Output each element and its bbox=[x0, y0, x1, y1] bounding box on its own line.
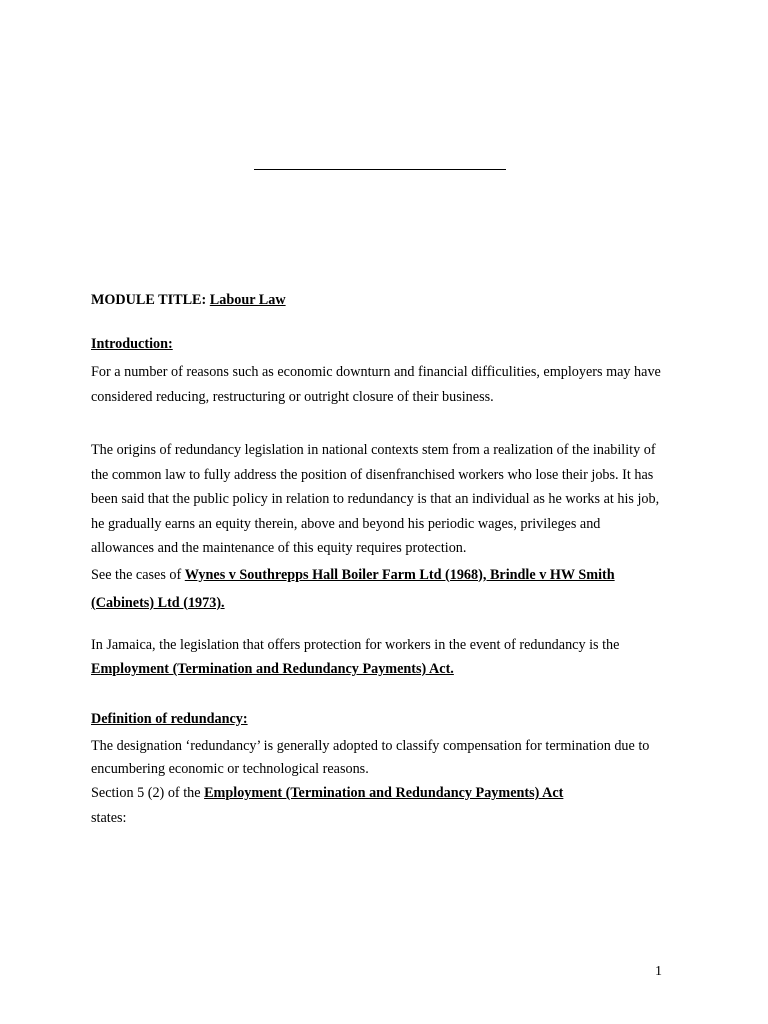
introduction-heading: Introduction: bbox=[91, 335, 173, 352]
title-rule bbox=[254, 169, 506, 170]
section-paragraph bbox=[91, 781, 661, 830]
origins-paragraph: The origins of redundancy legislation in national contexts stem from a realization of the inability of the common law to fully address the position of disenfranchised workers who lose their jobs. It has been said that the public policy in relation to redundancy is that an individual as he works at his job, he gradually earns an equity therein, above and beyond his periodic wages, privileges and allowances and the maintenance of this equity requires protection. bbox=[91, 442, 660, 556]
module-title-value: Labour Law bbox=[209, 292, 286, 308]
module-title-line bbox=[91, 288, 661, 313]
jamaica-act: Employment (Termination and Redundancy Payments) Act. bbox=[91, 661, 454, 677]
document-body bbox=[91, 288, 661, 830]
page-number: 1 bbox=[655, 964, 662, 979]
definition-paragraph: The designation ‘redundancy’ is generally adopted to classify compensation for termination due to encumbering economic or technological reasons. bbox=[91, 738, 650, 777]
jamaica-paragraph bbox=[91, 633, 661, 682]
cases-prefix: See the cases of bbox=[91, 566, 185, 583]
cases-paragraph bbox=[91, 561, 661, 617]
definition-heading: Definition of redundancy: bbox=[91, 710, 248, 727]
cases-citations: Wynes v Southrepps Hall Boiler Farm Ltd (1968), Brindle v HW Smith (Cabinets) Ltd (1973). bbox=[91, 566, 615, 611]
module-title-label: MODULE TITLE: bbox=[91, 292, 207, 308]
section-act: Employment (Termination and Redundancy Payments) Act bbox=[204, 785, 564, 801]
section-suffix: states: bbox=[91, 809, 127, 826]
jamaica-prefix: In Jamaica, the legislation that offers protection for workers in the event of redundancy is the bbox=[91, 636, 620, 653]
section-prefix: Section 5 (2) of the bbox=[91, 785, 205, 801]
introduction-paragraph: For a number of reasons such as economic downturn and financial difficulities, employers may have considered reducing, restructuring or outright closure of their business. bbox=[91, 364, 661, 405]
